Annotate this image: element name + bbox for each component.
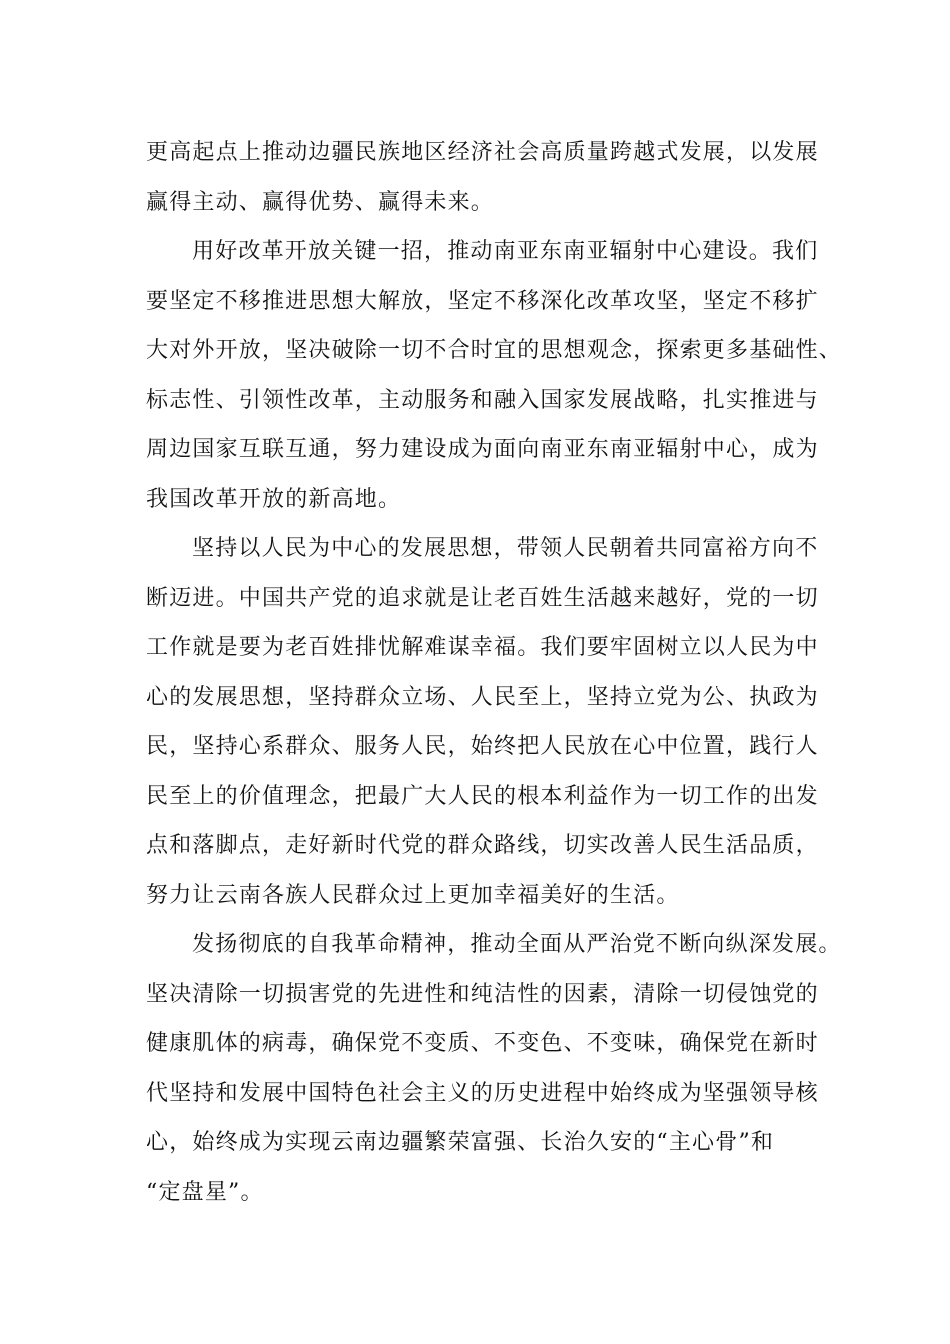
text-line: “定盘星”。 [146, 1179, 264, 1205]
text-line: 工作就是要为老百姓排忧解难谋幸福。我们要牢固树立以人民为中 [146, 635, 819, 660]
paragraph-1 [146, 128, 819, 227]
text-line: 心，始终成为实现云南边疆繁荣富强、长治久安的“主心骨”和 [146, 1130, 775, 1155]
paragraph-3 [146, 524, 819, 920]
text-line: 健康肌体的病毒，确保党不变质、不变色、不变味，确保党在新时 [146, 1031, 819, 1056]
text-line: 用好改革开放关键一招，推动南亚东南亚辐射中心建设。我们 [192, 239, 819, 264]
text-line: 代坚持和发展中国特色社会主义的历史进程中始终成为坚强领导核 [146, 1080, 819, 1106]
text-line: 我国改革开放的新高地。 [146, 486, 402, 512]
text-line: 赢得主动、赢得优势、赢得未来。 [146, 189, 495, 215]
text-line: 坚持以人民为中心的发展思想，带领人民朝着共同富裕方向不 [192, 536, 819, 561]
text-line: 点和落脚点，走好新时代党的群众路线，切实改善人民生活品质， [146, 833, 819, 858]
text-line: 民，坚持心系群众、服务人民，始终把人民放在心中位置，践行人 [146, 734, 819, 759]
text-line: 民至上的价值理念，把最广大人民的根本利益作为一切工作的出发 [146, 783, 819, 809]
text-line: 坚决清除一切损害党的先进性和纯洁性的因素，清除一切侵蚀党的 [146, 981, 819, 1007]
text-line: 大对外开放，坚决破除一切不合时宜的思想观念，探索更多基础性、 [146, 338, 843, 363]
text-line: 周边国家互联互通，努力建设成为面向南亚东南亚辐射中心，成为 [146, 437, 819, 462]
body-text [146, 128, 843, 1217]
text-line: 更高起点上推动边疆民族地区经济社会高质量跨越式发展，以发展 [146, 140, 819, 165]
text-line: 标志性、引领性改革，主动服务和融入国家发展战略，扎实推进与 [146, 387, 819, 413]
text-line: 努力让云南各族人民群众过上更加幸福美好的生活。 [146, 882, 680, 908]
paragraph-2 [146, 227, 843, 524]
text-line: 要坚定不移推进思想大解放，坚定不移深化改革攻坚，坚定不移扩 [146, 288, 819, 314]
text-line: 发扬彻底的自我革命精神，推动全面从严治党不断向纵深发展。 [192, 932, 842, 957]
text-line: 断迈进。中国共产党的追求就是让老百姓生活越来越好，党的一切 [146, 585, 819, 611]
paragraph-4 [146, 920, 842, 1217]
text-line: 心的发展思想，坚持群众立场、人民至上，坚持立党为公、执政为 [146, 684, 819, 710]
